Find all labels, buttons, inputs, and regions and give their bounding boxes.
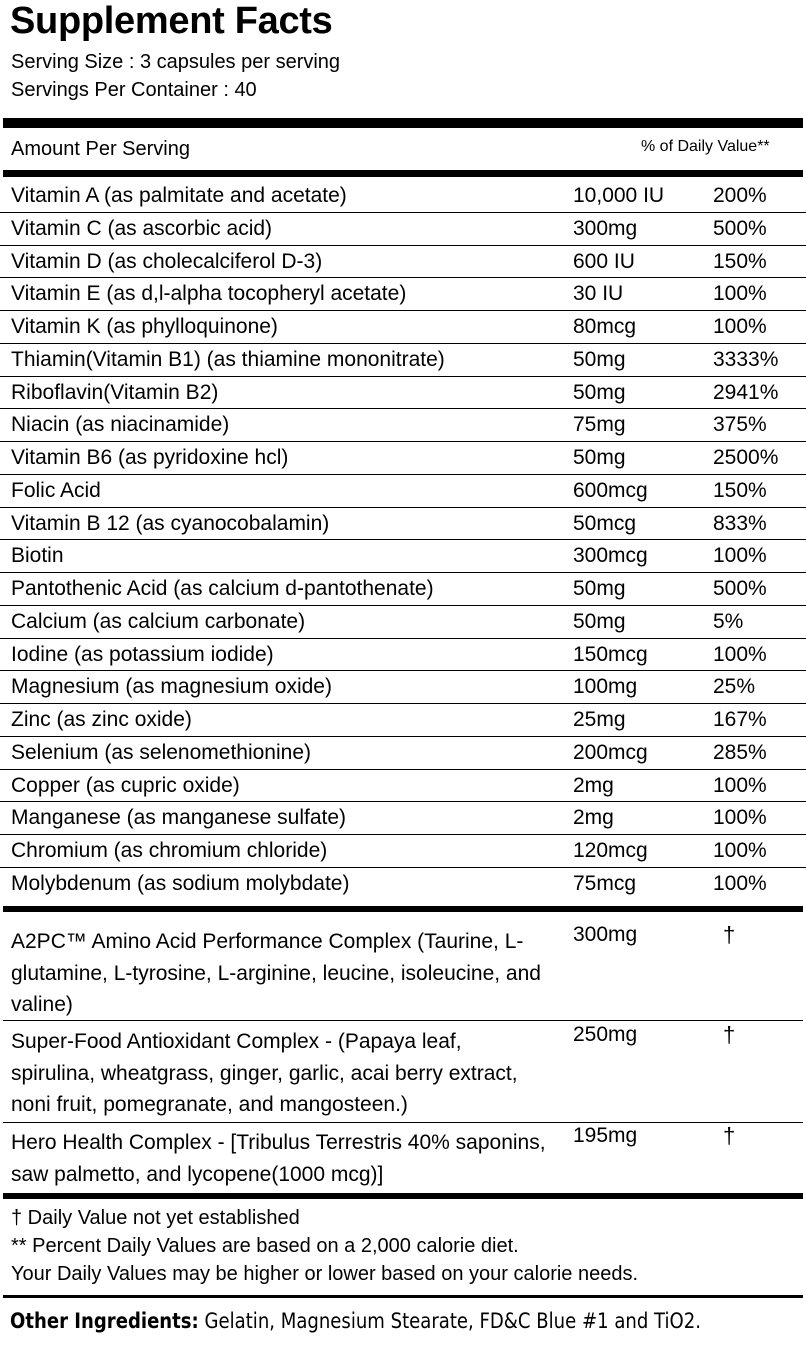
medium-divider [3, 906, 803, 912]
nutrient-dv: 100% [713, 315, 767, 338]
nutrient-name: Vitamin E (as d,l-alpha tocopheryl acetate) [11, 282, 407, 306]
nutrient-dv: 100% [713, 642, 767, 666]
nutrient-amount: 120mcg [573, 839, 648, 862]
footnote-percent-dv: ** Percent Daily Values are based on a 2,000 calorie diet. [11, 1235, 519, 1257]
nutrient-name: Iodine (as potassium iodide) [11, 642, 274, 666]
nutrient-amount: 50mg [573, 577, 626, 600]
nutrient-name: Vitamin D (as cholecalciferol D-3) [11, 249, 323, 273]
nutrient-dv: 200% [713, 184, 767, 207]
nutrient-dv: 2941% [713, 380, 779, 404]
amount-per-serving-label: Amount Per Serving [11, 138, 190, 160]
nutrient-amount: 50mg [573, 609, 626, 633]
table-row [0, 770, 806, 803]
nutrient-amount: 50mcg [573, 511, 637, 535]
nutrient-name: Folic Acid [11, 478, 101, 502]
nutrient-dv: 3333% [713, 347, 779, 371]
nutrient-table [0, 180, 806, 901]
nutrient-dv: 500% [713, 216, 767, 240]
nutrient-amount: 600 IU [573, 249, 635, 273]
nutrient-amount: 600mcg [573, 478, 648, 502]
nutrient-amount: 10,000 IU [573, 184, 665, 207]
other-ingredients-text: Gelatin, Magnesium Stearate, FD&C Blue #1 and TiO2. [204, 1309, 701, 1333]
nutrient-name: Chromium (as chromium chloride) [11, 839, 328, 862]
nutrient-dv: 25% [713, 675, 756, 699]
table-row [0, 442, 806, 475]
nutrient-dv: 375% [713, 413, 767, 437]
table-row [0, 311, 806, 344]
nutrient-name: Zinc (as zinc oxide) [11, 708, 192, 731]
nutrient-dv: 100% [713, 806, 767, 830]
nutrient-dv: 100% [713, 871, 767, 895]
nutrient-name: Manganese (as manganese sulfate) [11, 806, 347, 830]
footnote-calorie-needs: Your Daily Values may be higher or lower based on your calorie needs. [11, 1263, 639, 1285]
servings-per-container: Servings Per Container : 40 [11, 79, 257, 101]
nutrient-amount: 50mg [573, 446, 626, 469]
nutrient-dv: 150% [713, 249, 767, 273]
nutrient-amount: 100mg [573, 675, 638, 699]
nutrient-amount: 50mg [573, 347, 626, 371]
table-row [0, 246, 806, 279]
nutrient-amount: 300mg [573, 216, 638, 240]
table-row [0, 377, 806, 410]
nutrient-dv: 5% [713, 609, 744, 633]
daily-value-label: % of Daily Value** [641, 138, 770, 155]
nutrient-amount: 75mcg [573, 871, 637, 895]
blend-amount: 195mg [573, 1124, 638, 1147]
medium-divider [3, 1193, 803, 1199]
thick-divider [3, 118, 803, 128]
serving-size: Serving Size : 3 capsules per serving [11, 51, 341, 73]
nutrient-name: Copper (as cupric oxide) [11, 773, 240, 797]
nutrient-dv: 100% [713, 839, 767, 862]
blend-amount: 300mg [573, 923, 638, 946]
nutrient-name: Thiamin(Vitamin B1) (as thiamine mononitrate) [11, 347, 445, 371]
nutrient-name: Vitamin K (as phylloquinone) [11, 315, 278, 338]
nutrient-dv: 833% [713, 511, 767, 535]
nutrient-amount: 75mg [573, 413, 626, 437]
table-row [0, 802, 806, 835]
nutrient-amount: 200mcg [573, 740, 648, 764]
table-row [0, 671, 806, 704]
table-row [0, 639, 806, 672]
nutrient-amount: 2mg [573, 806, 614, 830]
table-row [0, 475, 806, 508]
nutrient-dv: 285% [713, 740, 767, 764]
blend-name: Super-Food Antioxidant Complex - (Papaya leaf, spirulina, wheatgrass, ginger, garlic, acai berry extract, noni fruit, pomegranate, and mangosteen.) [11, 1030, 518, 1116]
nutrient-name: Pantothenic Acid (as calcium d-pantothenate) [11, 577, 434, 600]
nutrient-name: Riboflavin(Vitamin B2) [11, 380, 219, 404]
table-row [0, 213, 806, 246]
nutrient-name: Vitamin C (as ascorbic acid) [11, 216, 273, 240]
blend-dv: † [723, 1123, 736, 1148]
nutrient-name: Calcium (as calcium carbonate) [11, 609, 306, 633]
nutrient-amount: 300mcg [573, 544, 648, 568]
blend-dv: † [723, 922, 736, 947]
table-row [0, 704, 806, 737]
nutrient-dv: 167% [713, 708, 767, 731]
nutrient-dv: 2500% [713, 446, 779, 469]
thin-divider [3, 1295, 803, 1298]
nutrient-amount: 80mcg [573, 315, 637, 338]
table-row [0, 868, 806, 901]
nutrient-amount: 150mcg [573, 642, 648, 666]
nutrient-name: Biotin [11, 544, 64, 568]
nutrient-amount: 2mg [573, 773, 614, 797]
table-row [0, 606, 806, 639]
table-row [0, 540, 806, 573]
panel-title: Supplement Facts [10, 0, 333, 42]
blend-amount: 250mg [573, 1023, 638, 1046]
row-divider [3, 1020, 803, 1021]
other-ingredients [10, 1307, 701, 1335]
table-row [0, 835, 806, 868]
nutrient-name: Vitamin B 12 (as cyanocobalamin) [11, 511, 330, 535]
nutrient-name: Molybdenum (as sodium molybdate) [11, 871, 350, 895]
nutrient-name: Niacin (as niacinamide) [11, 413, 230, 437]
nutrient-name: Vitamin B6 (as pyridoxine hcl) [11, 446, 289, 469]
medium-divider [3, 170, 803, 177]
nutrient-amount: 30 IU [573, 282, 624, 306]
blend-dv: † [723, 1022, 736, 1047]
nutrient-name: Magnesium (as magnesium oxide) [11, 675, 332, 699]
nutrient-dv: 100% [713, 544, 767, 568]
nutrient-amount: 50mg [573, 380, 626, 404]
table-row [0, 737, 806, 770]
table-row [0, 278, 806, 311]
blend-name: A2PC™ Amino Acid Performance Complex (Taurine, L-glutamine, L-tyrosine, L-arginine, leucine, isoleucine, and valine) [11, 930, 541, 1016]
nutrient-dv: 500% [713, 577, 767, 600]
footnote-dagger: † Daily Value not yet established [11, 1207, 300, 1229]
table-row [0, 508, 806, 541]
other-ingredients-label: Other Ingredients: [10, 1309, 199, 1333]
nutrient-dv: 100% [713, 773, 767, 797]
nutrient-amount: 25mg [573, 708, 626, 731]
nutrient-dv: 150% [713, 478, 767, 502]
blend-name: Hero Health Complex - [Tribulus Terrestris 40% saponins, saw palmetto, and lycopene(1000 mcg)] [11, 1131, 546, 1186]
table-row [0, 573, 806, 606]
table-row [0, 409, 806, 442]
nutrient-dv: 100% [713, 282, 767, 306]
table-row [0, 180, 806, 213]
nutrient-name: Vitamin A (as palmitate and acetate) [11, 184, 347, 207]
row-divider [3, 1122, 803, 1123]
table-row [0, 344, 806, 377]
nutrient-name: Selenium (as selenomethionine) [11, 740, 311, 764]
